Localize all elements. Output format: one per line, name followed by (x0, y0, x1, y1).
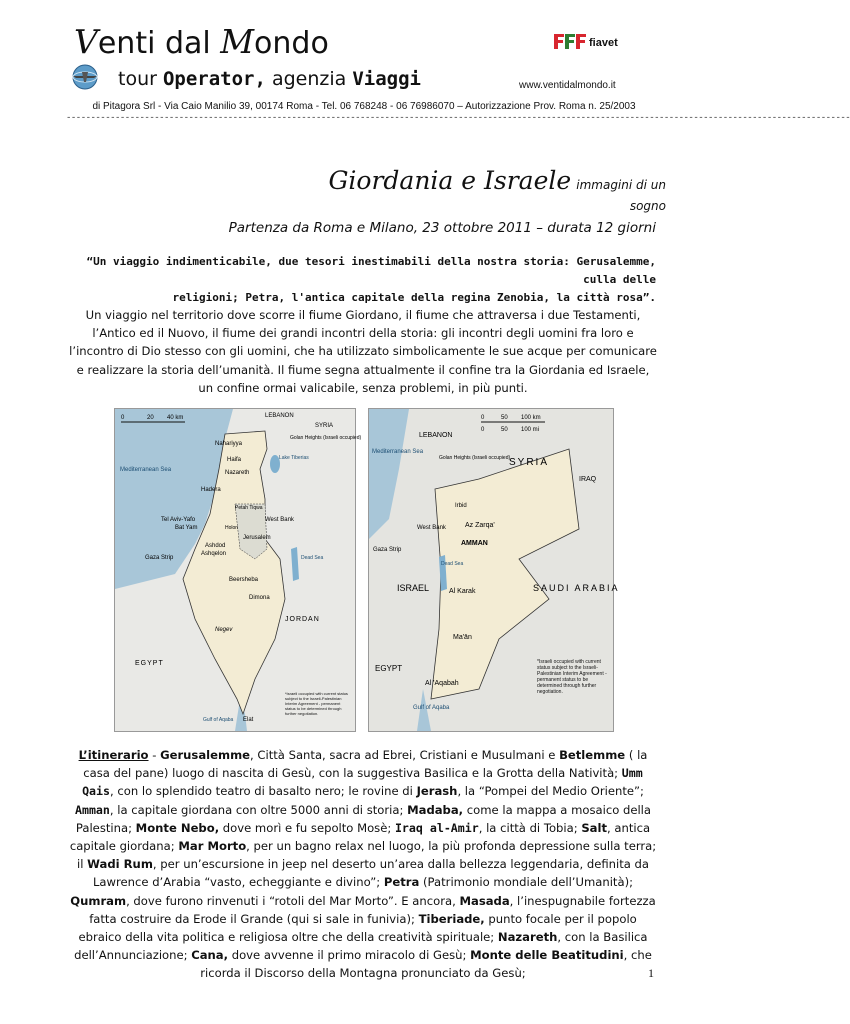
jordan-label-egypt: EGYPT (375, 664, 403, 673)
israel-label-nahariyya: Nahariyya (215, 441, 243, 447)
israel-label-med: Mediterranean Sea (120, 467, 172, 473)
trip-title-main: Giordania e Israele (328, 166, 572, 195)
israel-label-petah: Petah Tiqwa (235, 505, 263, 511)
israel-label-dimona: Dimona (249, 595, 270, 601)
itinerary-paragraph (68, 746, 658, 983)
israel-label-elat: Elat (243, 717, 254, 723)
place-amman: Amman (74, 802, 110, 817)
itinerary-text: , la città di Tobia; (478, 820, 582, 835)
brand-initial-v: V (74, 22, 98, 61)
trip-title-sub: immagini di un sogno (576, 178, 666, 213)
place-salt: Salt (581, 820, 608, 835)
israel-label-nazareth: Nazareth (225, 470, 250, 476)
trip-title (290, 166, 666, 214)
logo-text: fiavet (589, 37, 618, 49)
israel-label-lebanon: LEBANON (265, 413, 294, 419)
tagline-viaggi: Viaggi (352, 68, 421, 90)
israel-map (114, 408, 362, 732)
tagline-tour: tour (118, 68, 163, 90)
israel-label-holon: Holon (225, 525, 239, 531)
brand-initial-m: M (220, 22, 255, 61)
israel-label-telaviv: Tel Aviv-Yafo (161, 517, 196, 523)
place-madaba: Madaba, (407, 802, 464, 817)
quote-line-1: “Un viaggio indimenticabile, due tesori inestimabili della nostra storia: Gerusalemme, culla delle (86, 255, 656, 286)
place-monte-nebo: Monte Nebo, (135, 820, 220, 835)
place-tiberiade: Tiberiade, (418, 911, 485, 926)
itinerary-text: , con la Basilica dell’Annunciazione; (74, 930, 648, 963)
brand-title (74, 22, 329, 61)
israel-label-syria: SYRIA (315, 423, 334, 429)
itinerary-text: - (148, 748, 161, 762)
israel-label-haifa: Haifa (227, 457, 242, 463)
itinerary-text: , con lo splendido teatro di basalto nero; le rovine di (109, 784, 417, 799)
israel-label-gulf: Gulf of Aqaba (203, 717, 234, 723)
israel-label-ashdod: Ashdod (205, 543, 226, 549)
itinerary-text: , che ricorda il Discorso della Montagna pronunciato da Gesù; (200, 948, 652, 981)
separator-line: ---------------------------------------------------------------------------------------------------------------------------------------------------------------- (66, 113, 850, 123)
jordan-label-golan: Golan Heights (Israeli occupied) (439, 455, 511, 461)
itinerary-text: punto focale per il popolo ebraico della vita politica e religiosa oltre che della creatività spirituale; (78, 911, 637, 945)
jordan-label-gaza: Gaza Strip (373, 547, 402, 553)
israel-label-hadera: Hadera (201, 487, 221, 493)
israel-label-beersheba: Beersheba (229, 577, 259, 583)
place-betlemme: Betlemme (559, 748, 626, 762)
itinerary-text: , dove furono rinvenuti i “rotoli del Mar Morto”. E ancora, (126, 893, 460, 908)
jordan-label-gulf: Gulf of Aqaba (413, 705, 450, 711)
jordan-scale-0: 0 (481, 415, 485, 421)
place-umm-qais: Umm Qais (82, 766, 643, 799)
place-gerusalemme: Gerusalemme (160, 748, 251, 762)
israel-label-batyam: Bat Yam (175, 525, 198, 531)
place-nazareth: Nazareth (497, 930, 558, 945)
jordan-scale-50mi: 50 (501, 427, 508, 433)
israel-scale-0: 0 (121, 415, 125, 421)
jordan-scale-100mi: 100 mi (521, 427, 540, 433)
quote-line-2: religioni; Petra, l'antica capitale della regina Zenobia, la città rosa”. (172, 291, 656, 304)
place-qumram: Qumram (70, 893, 127, 908)
israel-label-gaza: Gaza Strip (145, 555, 174, 561)
jordan-label-alaqabah: Al 'Aqabah (425, 680, 459, 687)
jordan-label-israel: ISRAEL (397, 583, 430, 593)
itinerary-text: dove avvenne il primo miracolo di Gesù; (228, 948, 471, 963)
website-link[interactable]: www.ventidalmondo.it (519, 80, 616, 91)
departure-info: Partenza da Roma e Milano, 23 ottobre 2011 – durata 12 giorni (228, 220, 656, 236)
place-cana: Cana, (191, 948, 229, 963)
jordan-label-irbid: Irbid (455, 503, 467, 509)
itinerary-text: come la mappa a mosaico della Palestina; (75, 802, 652, 835)
itinerary-text: dove morì e fu sepolto Mosè; (219, 820, 395, 835)
tagline-operator: Operator, (162, 68, 266, 90)
jordan-label-lebanon: LEBANON (419, 432, 453, 439)
brand-part1: enti dal (97, 26, 221, 61)
brand-part2: ondo (254, 26, 329, 61)
trip-quote (80, 253, 656, 307)
jordan-label-westbank: West Bank (417, 525, 446, 531)
place-wadi-rum: Wadi Rum (87, 857, 153, 872)
place-petra: Petra (383, 875, 420, 890)
company-address: di Pitagora Srl - Via Caio Manilio 39, 00174 Roma - Tel. 06 768248 - 06 76986070 – Autorizzazione Prov. Roma n. 25/2003 (92, 101, 636, 112)
jordan-map-note: *Israeli occupied with current status subject to the Israeli-Palestinian Interim Agreement - permanent status to be determined through further negotiation. (537, 659, 607, 695)
itinerary-text: , la capitale giordana con oltre 5000 anni di storia; (109, 802, 408, 817)
jordan-scale-100km: 100 km (521, 415, 541, 421)
jordan-label-alkarak: Al Karak (449, 588, 476, 595)
israel-label-negev: Negev (215, 627, 233, 633)
jordan-map (368, 408, 620, 732)
jordan-label-saudi: SAUDI ARABIA (533, 583, 620, 593)
israel-label-ashqelon: Ashqelon (201, 551, 227, 557)
globe-plane-icon (70, 62, 100, 92)
israel-label-lake: Lake Tiberias (279, 455, 309, 461)
itinerary-text: , per un bagno relax nel luogo, la più profonda depressione sulla terra; il (76, 839, 657, 872)
place-jerash: Jerash (416, 784, 458, 799)
jordan-label-deadsea: Dead Sea (441, 561, 464, 567)
tagline (118, 68, 421, 90)
jordan-scale-0mi: 0 (481, 427, 485, 433)
israel-label-westbank: West Bank (265, 517, 294, 523)
itinerary-text: ( la casa del pane) luogo di nascita di Gesù, con la suggestiva Basilica e la Grotta della Natività; (83, 748, 648, 781)
itinerary-text: , l’inespugnabile fortezza fatta costruire da Erode il Grande (qui si sale in funivia); (89, 893, 656, 926)
israel-label-deadsea: Dead Sea (301, 555, 324, 561)
israel-label-jerusalem: Jerusalem (243, 535, 271, 541)
israel-map-note: *Israeli occupied with current status subject to the Israeli-Palestinian Interim Agreement - permanent status to be determined through further negotiation. (285, 691, 348, 716)
intro-paragraph: Un viaggio nel territorio dove scorre il fiume Giordano, il fiume che attraversa i due Testamenti, l’Antico ed il Nuovo, il fiume dei grandi incontri della storia: gli incontri degli uomini fra loro e l’incontro di Dio stesso con gli uomini, che ha utilizzato simbolicamente le sue acque per comunicare e realizzare la storia dell’umanità. Il fiume segna attualmente il confine tra la Giordania ed Israele, un confine ormai valicabile, senza problemi, in più punti. (69, 308, 657, 395)
israel-label-jordan: JORDAN (285, 616, 320, 623)
place-monte-beatitudini: Monte delle Beatitudini (470, 948, 624, 963)
jordan-label-med: Mediterranean Sea (372, 449, 424, 455)
fiavet-logo (552, 30, 632, 50)
tagline-agenzia: agenzia (265, 68, 353, 90)
israel-scale-20: 20 (147, 415, 154, 421)
jordan-label-azzarqa: Az Zarqa' (465, 522, 495, 529)
itinerary-text: , Città Santa, sacra ad Ebrei, Cristiani e Musulmani e (250, 748, 560, 762)
place-masada: Masada (459, 893, 510, 908)
itinerary-text: , per un’escursione in jeep nel deserto un’area dalla bellezza leggendaria, definita da Lawrence d’Arabia “vasto, echeggiante e divino”; (92, 857, 650, 890)
itinerary-text: , la “Pompei del Medio Oriente”; (457, 784, 644, 799)
jordan-label-amman: AMMAN (461, 540, 488, 547)
jordan-label-iraq: IRAQ (579, 476, 597, 483)
itinerary-heading: L’itinerario (78, 748, 149, 762)
page-number: 1 (648, 966, 654, 980)
itinerary-text: (Patrimonio mondiale dell’Umanità); (419, 875, 634, 890)
israel-label-golan: Golan Heights (Israeli occupied) (290, 435, 362, 441)
jordan-scale-50: 50 (501, 415, 508, 421)
itinerary-text: , antica capitale giordana; (69, 820, 651, 854)
israel-scale-40: 40 km (167, 415, 184, 421)
place-mar-morto: Mar Morto (178, 839, 247, 854)
jordan-label-syria: SYRIA (509, 457, 550, 468)
place-iraq-al-amir: Iraq al-Amir (394, 820, 479, 835)
jordan-label-maan: Ma'ān (453, 634, 472, 641)
israel-label-egypt: EGYPT (135, 660, 164, 667)
